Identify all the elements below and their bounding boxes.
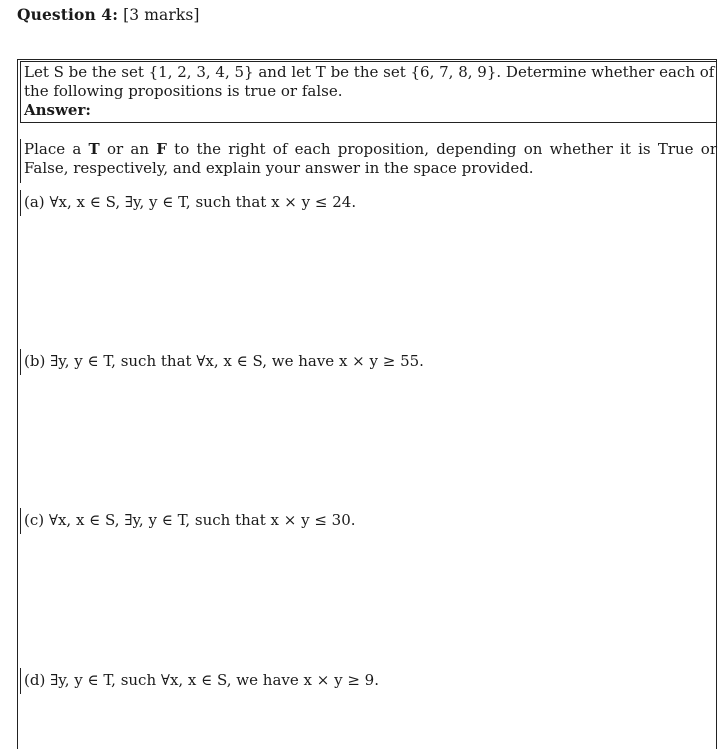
- part-b-text: ∃y, y ∈ T, such that ∀x, x ∈ S, we have x × y ≥ 55.: [50, 352, 424, 370]
- part-b-label: (b): [24, 352, 46, 370]
- problem-statement: [20, 61, 717, 123]
- question-number: Question 4:: [17, 5, 119, 24]
- part-d-label: (d): [24, 671, 46, 689]
- part-c[interactable]: [20, 508, 717, 534]
- part-c-label: (c): [24, 511, 45, 529]
- part-a-text: ∀x, x ∈ S, ∃y, y ∈ T, such that x × y ≤ 24.: [49, 193, 357, 211]
- part-d-text: ∃y, y ∈ T, such ∀x, x ∈ S, we have x × y ≥ 9.: [50, 671, 379, 689]
- part-a[interactable]: [20, 190, 717, 216]
- part-b[interactable]: [20, 349, 717, 375]
- part-d[interactable]: [20, 668, 717, 694]
- question-marks: [3 marks]: [123, 6, 200, 24]
- instructions: [20, 139, 717, 183]
- instr-true-letter: T: [88, 140, 100, 158]
- part-a-label: (a): [24, 193, 45, 211]
- instr-text-3: to the right of each proposition, depending on whether it is True or False, respectively, and explain your answer in the space provided.: [24, 140, 717, 177]
- instr-false-letter: F: [156, 140, 167, 158]
- statement-text: Let S be the set {1, 2, 3, 4, 5} and let T be the set {6, 7, 8, 9}. Determine whether each of the following propositions is true or false.: [24, 63, 715, 100]
- part-c-text: ∀x, x ∈ S, ∃y, y ∈ T, such that x × y ≤ 30.: [48, 511, 356, 529]
- instr-text-2: or an: [99, 140, 157, 158]
- instr-text-1: Place a: [24, 140, 89, 158]
- answer-label: Answer:: [24, 101, 91, 119]
- question-title: [17, 5, 200, 24]
